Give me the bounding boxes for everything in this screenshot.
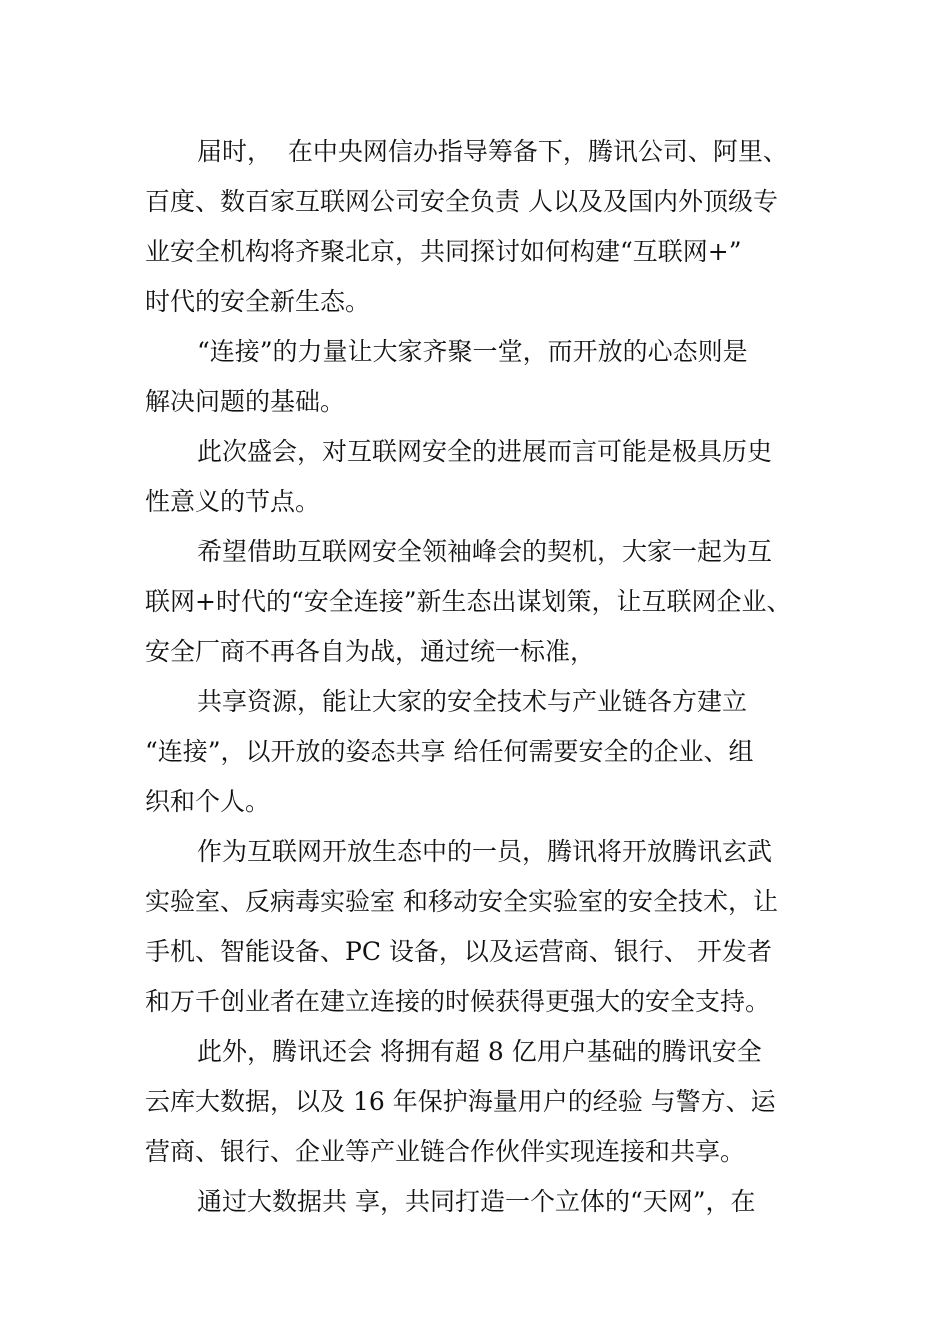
paragraph [145, 427, 810, 527]
text-line: 业安全机构将齐聚北京，共同探讨如何构建“互联网+” [145, 237, 742, 266]
text-line: 此次盛会，对互联网安全的进展而言可能是极具历史 [197, 437, 773, 466]
text-line: 此外，腾讯还会 将拥有超 8 亿用户基础的腾讯安全 [197, 1037, 762, 1066]
text-line: 共享资源，能让大家的安全技术与产业链各方建立 [197, 687, 748, 716]
text-line: 实验室、反病毒实验室 和移动安全实验室的安全技术，让 [145, 887, 778, 916]
text-line: 安全厂商不再各自为战，通过统一标准， [145, 637, 596, 666]
body-text [145, 127, 810, 1227]
text-line: 百度、数百家互联网公司安全负责 人以及及国内外顶级专 [145, 187, 778, 216]
text-line: 性意义的节点。 [145, 487, 321, 516]
paragraph [145, 827, 810, 1027]
text-line: 时代的安全新生态。 [145, 287, 371, 316]
text-line: “连接”，以开放的姿态共享 给任何需要安全的企业、组 [145, 737, 754, 766]
text-line: 作为互联网开放生态中的一员，腾讯将开放腾讯玄武 [197, 837, 773, 866]
paragraph [145, 677, 810, 827]
text-line: 届时， 在中央网信办指导筹备下，腾讯公司、阿里、 [197, 137, 788, 166]
paragraph [145, 1177, 810, 1227]
text-line: 希望借助互联网安全领袖峰会的契机，大家一起为互 [197, 537, 773, 566]
text-line: “连接”的力量让大家齐聚一堂，而开放的心态则是 [197, 337, 748, 366]
text-line: 手机、智能设备、PC 设备，以及运营商、银行、 开发者 [145, 937, 772, 966]
text-line: 联网+时代的“安全连接”新生态出谋划策，让互联网企业、 [145, 587, 792, 616]
paragraph [145, 327, 810, 427]
paragraph [145, 527, 810, 677]
text-line: 营商、银行、企业等产业链合作伙伴实现连接和共享。 [145, 1137, 746, 1166]
text-line: 通过大数据共 享，共同打造一个立体的“天网”，在 [197, 1187, 756, 1216]
paragraph [145, 1027, 810, 1177]
text-line: 解决问题的基础。 [145, 387, 346, 416]
paragraph [145, 127, 810, 327]
text-line: 云库大数据，以及 16 年保护海量用户的经验 与警方、运 [145, 1087, 776, 1116]
text-line: 和万千创业者在建立连接的时候获得更强大的安全支持。 [145, 987, 771, 1016]
text-line: 织和个人。 [145, 787, 271, 816]
